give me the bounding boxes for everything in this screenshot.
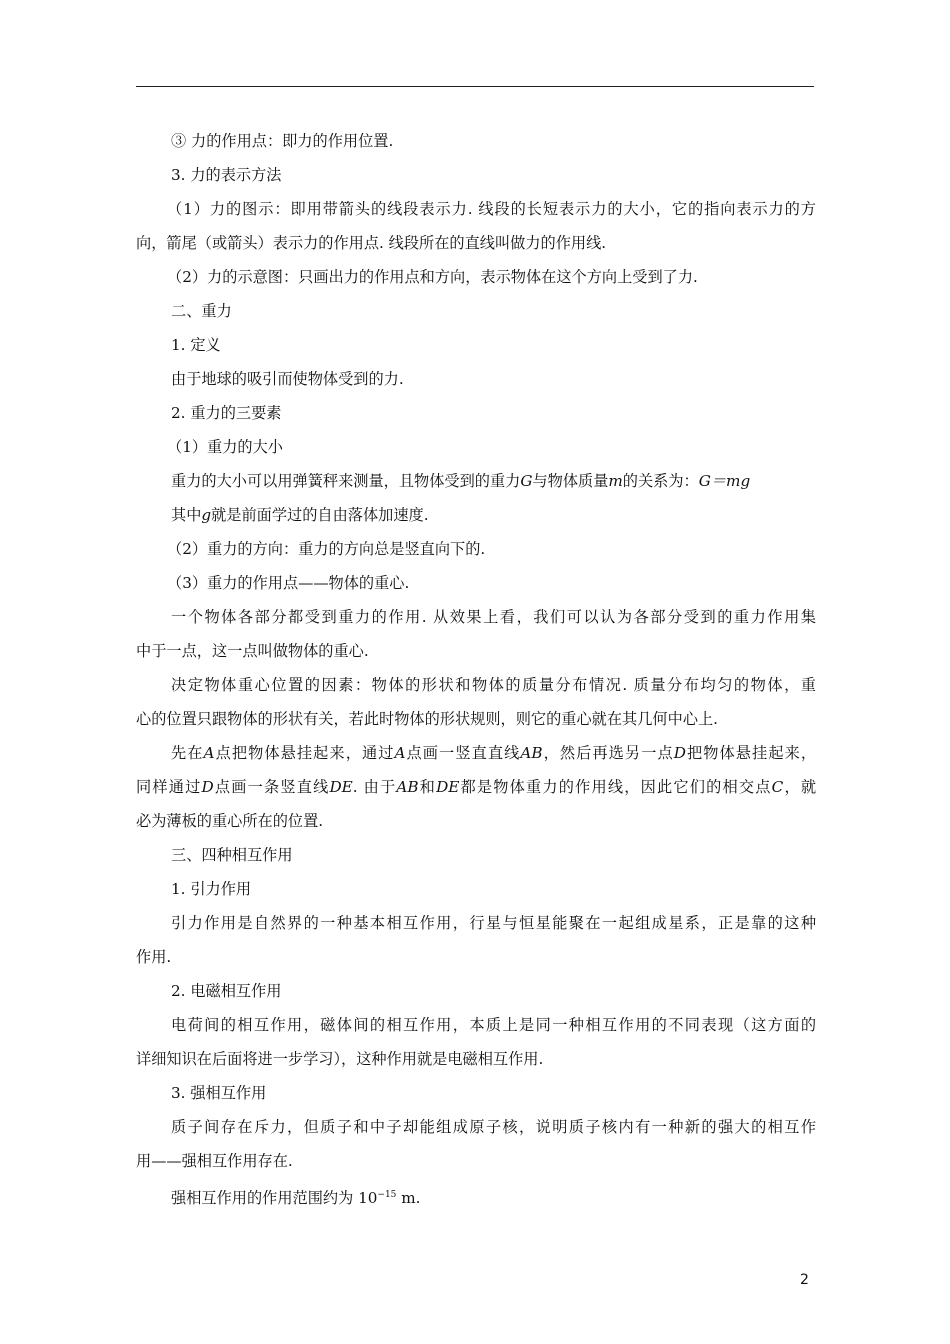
text-line: 作用. bbox=[136, 948, 172, 966]
text-line: 一个物体各部分都受到重力的作用. 从效果上看，我们可以认为各部分受到的重力作用集 bbox=[171, 608, 816, 626]
text-line: 由于地球的吸引而使物体受到的力. bbox=[171, 370, 404, 388]
exponent: −15 bbox=[377, 1190, 397, 1200]
symbol-g-weight: G bbox=[520, 472, 533, 490]
text-line: 向，箭尾（或箭头）表示力的作用点. 线段所在的直线叫做力的作用线. bbox=[136, 234, 607, 252]
symbol-m-mass: m bbox=[608, 472, 623, 490]
text-line: 重力的大小可以用弹簧秤来测量，且物体受到的重力G与物体质量m的关系为：G＝mg bbox=[171, 472, 751, 490]
subheading-definition: 1. 定义 bbox=[171, 336, 221, 354]
text-line: 同样通过D点画一条竖直线DE. 由于AB和DE都是物体重力的作用线，因此它们的相交点C，就 bbox=[136, 778, 817, 796]
text-line: 先在A点把物体悬挂起来，通过A点画一竖直直线AB，然后再选另一点D把物体悬挂起来， bbox=[171, 744, 817, 762]
text-line: 质子间存在斥力，但质子和中子却能组成原子核，说明质子核内有一种新的强大的相互作 bbox=[171, 1118, 816, 1136]
document-body bbox=[136, 124, 816, 1212]
text-line: 强相互作用的作用范围约为 $10^{-15}$ m. bbox=[171, 1189, 421, 1207]
text-line: （1）重力的大小 bbox=[167, 438, 283, 456]
text-line: 用——强相互作用存在. bbox=[136, 1152, 293, 1170]
text-line: 中于一点，这一点叫做物体的重心. bbox=[136, 642, 369, 660]
section-heading-interactions: 三、四种相互作用 bbox=[171, 846, 293, 864]
subheading-gravitational: 1. 引力作用 bbox=[171, 880, 252, 898]
text-line: 电荷间的相互作用，磁体间的相互作用，本质上是同一种相互作用的不同表现（这方面的 bbox=[171, 1016, 816, 1034]
heading-force-representation: 3. 力的表示方法 bbox=[171, 166, 282, 184]
text-line: 详细知识在后面将进一步学习），这种作用就是电磁相互作用. bbox=[136, 1050, 544, 1068]
text-line: 心的位置只跟物体的形状有关，若此时物体的形状规则，则它的重心就在其几何中心上. bbox=[136, 710, 718, 728]
section-heading-gravity: 二、重力 bbox=[171, 302, 232, 320]
text-line: 决定物体重心位置的因素：物体的形状和物体的质量分布情况. 质量分布均匀的物体，重 bbox=[171, 676, 816, 694]
text-line: ③ 力的作用点：即力的作用位置. bbox=[171, 132, 394, 150]
text-line: （2）重力的方向：重力的方向总是竖直向下的. bbox=[167, 540, 486, 558]
text-line: 必为薄板的重心所在的位置. bbox=[136, 812, 324, 830]
page-number: 2 bbox=[800, 1272, 809, 1288]
subheading-strong: 3. 强相互作用 bbox=[171, 1084, 267, 1102]
text-line: 其中g就是前面学过的自由落体加速度. bbox=[171, 506, 429, 524]
text-line: （3）重力的作用点——物体的重心. bbox=[167, 574, 410, 592]
header-rule bbox=[136, 86, 814, 87]
text-line: （2）力的示意图：只画出力的作用点和方向，表示物体在这个方向上受到了力. bbox=[167, 268, 698, 286]
formula-g-equals-mg: G＝mg bbox=[698, 472, 751, 490]
text-line: 引力作用是自然界的一种基本相互作用，行星与恒星能聚在一起组成星系，正是靠的这种 bbox=[171, 914, 816, 932]
symbol-g-acceleration: g bbox=[201, 506, 212, 524]
text-line: （1）力的图示：即用带箭头的线段表示力. 线段的长短表示力的大小，它的指向表示力的方 bbox=[167, 200, 816, 218]
subheading-gravity-elements: 2. 重力的三要素 bbox=[171, 404, 282, 422]
subheading-electromagnetic: 2. 电磁相互作用 bbox=[171, 982, 282, 1000]
